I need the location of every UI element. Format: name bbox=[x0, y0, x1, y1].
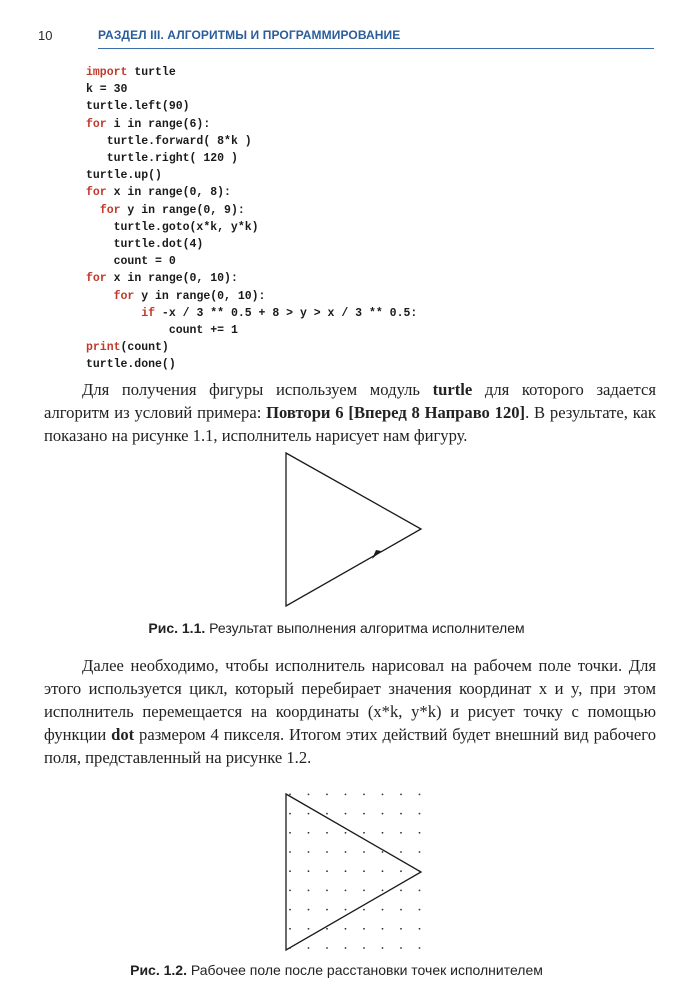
grid-dot bbox=[308, 870, 310, 872]
grid-dot bbox=[345, 813, 347, 815]
grid-dot bbox=[308, 794, 310, 796]
code-line: for x in range(0, 10): bbox=[86, 272, 238, 286]
grid-dot bbox=[363, 870, 365, 872]
grid-dot bbox=[308, 813, 310, 815]
grid-dot bbox=[326, 890, 328, 892]
grid-dot bbox=[289, 851, 291, 853]
grid-dot bbox=[363, 794, 365, 796]
grid-dot bbox=[289, 832, 291, 834]
grid-dot bbox=[382, 832, 384, 834]
page-number: 10 bbox=[38, 28, 53, 43]
grid-dot bbox=[363, 890, 365, 892]
grid-dot bbox=[289, 909, 291, 911]
grid-dot bbox=[363, 832, 365, 834]
code-line: turtle.dot(4) bbox=[113, 238, 204, 252]
grid-dot bbox=[382, 928, 384, 930]
grid-dot bbox=[419, 813, 421, 815]
grid-dot bbox=[345, 794, 347, 796]
grid-dot bbox=[419, 890, 421, 892]
grid-dot bbox=[400, 794, 402, 796]
grid-dot bbox=[419, 947, 421, 949]
code-line: for y in range(0, 10): bbox=[113, 289, 266, 303]
code-line: import turtle bbox=[86, 66, 176, 79]
code-line: turtle.left(90) bbox=[86, 100, 190, 114]
grid-dot bbox=[345, 909, 347, 911]
code-line: for y in range(0, 9): bbox=[99, 203, 245, 217]
grid-dot bbox=[345, 947, 347, 949]
grid-dot bbox=[326, 909, 328, 911]
grid-dot bbox=[400, 890, 402, 892]
grid-dot bbox=[419, 832, 421, 834]
triangle-shape bbox=[286, 453, 421, 606]
grid-dot bbox=[345, 870, 347, 872]
grid-dot bbox=[326, 813, 328, 815]
grid-dot bbox=[400, 813, 402, 815]
grid-dot bbox=[363, 928, 365, 930]
grid-dot bbox=[419, 794, 421, 796]
grid-dot bbox=[345, 928, 347, 930]
grid-dot bbox=[363, 947, 365, 949]
grid-dot bbox=[326, 870, 328, 872]
section-title: РАЗДЕЛ III. АЛГОРИТМЫ И ПРОГРАММИРОВАНИЕ bbox=[98, 28, 401, 42]
paragraph-turtle-intro: Для получения фигуры используем модуль turtle для которого задается алгоритм из условий примера: Повтори 6 [Вперед 8 Направо 120]. В результате, как показано на рисунке 1.1, исполнитель нарисует нам фигуру. bbox=[44, 380, 656, 445]
code-line: if -x / 3 ** 0.5 + 8 > y > x / 3 ** 0.5: bbox=[141, 306, 418, 320]
grid-dot bbox=[382, 851, 384, 853]
figure-2-caption: Рис. 1.2. Рабочее поле после расстановки точек исполнителем bbox=[130, 962, 543, 978]
grid-dot bbox=[363, 909, 365, 911]
code-line: turtle.goto(x*k, y*k) bbox=[113, 220, 259, 234]
grid-dot bbox=[326, 947, 328, 949]
header-rule bbox=[98, 48, 654, 49]
grid-dot bbox=[345, 890, 347, 892]
figure-1-caption: Рис. 1.1. Результат выполнения алгоритма исполнителем bbox=[148, 620, 525, 636]
grid-dot bbox=[400, 851, 402, 853]
grid-dot bbox=[289, 947, 291, 949]
grid-dot bbox=[382, 870, 384, 872]
turtle-arrow-icon bbox=[372, 550, 381, 559]
grid-dot bbox=[308, 928, 310, 930]
grid-dot bbox=[382, 794, 384, 796]
grid-dot bbox=[289, 928, 291, 930]
figure-triangle bbox=[280, 450, 430, 612]
code-line: count += 1 bbox=[168, 324, 238, 338]
grid-dot bbox=[308, 947, 310, 949]
code-line: for x in range(0, 8): bbox=[86, 186, 231, 200]
grid-dot bbox=[419, 909, 421, 911]
grid-dot bbox=[308, 832, 310, 834]
code-line: k = 30 bbox=[86, 83, 128, 97]
code-line: turtle.right( 120 ) bbox=[106, 152, 238, 166]
grid-dot bbox=[345, 851, 347, 853]
code-line: print(count) bbox=[86, 341, 169, 355]
code-line: turtle.forward( 8*k ) bbox=[106, 134, 252, 148]
code-line: for i in range(6): bbox=[86, 117, 211, 131]
grid-dot bbox=[400, 832, 402, 834]
grid-dot bbox=[419, 851, 421, 853]
grid-dot bbox=[363, 813, 365, 815]
grid-dot bbox=[400, 928, 402, 930]
grid-dot bbox=[289, 870, 291, 872]
grid-dot bbox=[419, 870, 421, 872]
code-line: turtle.up() bbox=[86, 169, 162, 183]
figure-dot-grid bbox=[280, 790, 430, 952]
grid-dot bbox=[382, 947, 384, 949]
grid-dot bbox=[326, 794, 328, 796]
grid-dot bbox=[289, 813, 291, 815]
grid-dot bbox=[400, 947, 402, 949]
grid-dot bbox=[326, 928, 328, 930]
grid-dot bbox=[400, 870, 402, 872]
grid-dot bbox=[308, 851, 310, 853]
grid-dot bbox=[326, 832, 328, 834]
grid-dot bbox=[382, 909, 384, 911]
code-listing bbox=[86, 64, 417, 374]
grid-dot bbox=[308, 890, 310, 892]
grid-dot bbox=[363, 851, 365, 853]
grid-dot bbox=[419, 928, 421, 930]
paragraph-dots: Далее необходимо, чтобы исполнитель нарисовал на рабочем поле точки. Для этого используется цикл, который перебирает значения координат x и y, при этом исполнитель перемещается на координаты (x*k, y*k) и рисует точку с помощью функции dot размером 4 пикселя. Итогом этих действий будет внешний вид рабочего поля, представленный на рисунке 1.2. bbox=[44, 656, 656, 767]
grid-dot bbox=[382, 890, 384, 892]
grid-dot bbox=[308, 909, 310, 911]
grid-dot bbox=[345, 832, 347, 834]
grid-dot bbox=[326, 851, 328, 853]
grid-dot bbox=[289, 794, 291, 796]
code-line: count = 0 bbox=[113, 255, 176, 269]
grid-dot bbox=[382, 813, 384, 815]
dot-grid bbox=[289, 794, 420, 949]
grid-dot bbox=[400, 909, 402, 911]
grid-dot bbox=[289, 890, 291, 892]
code-line: turtle.done() bbox=[86, 358, 176, 372]
